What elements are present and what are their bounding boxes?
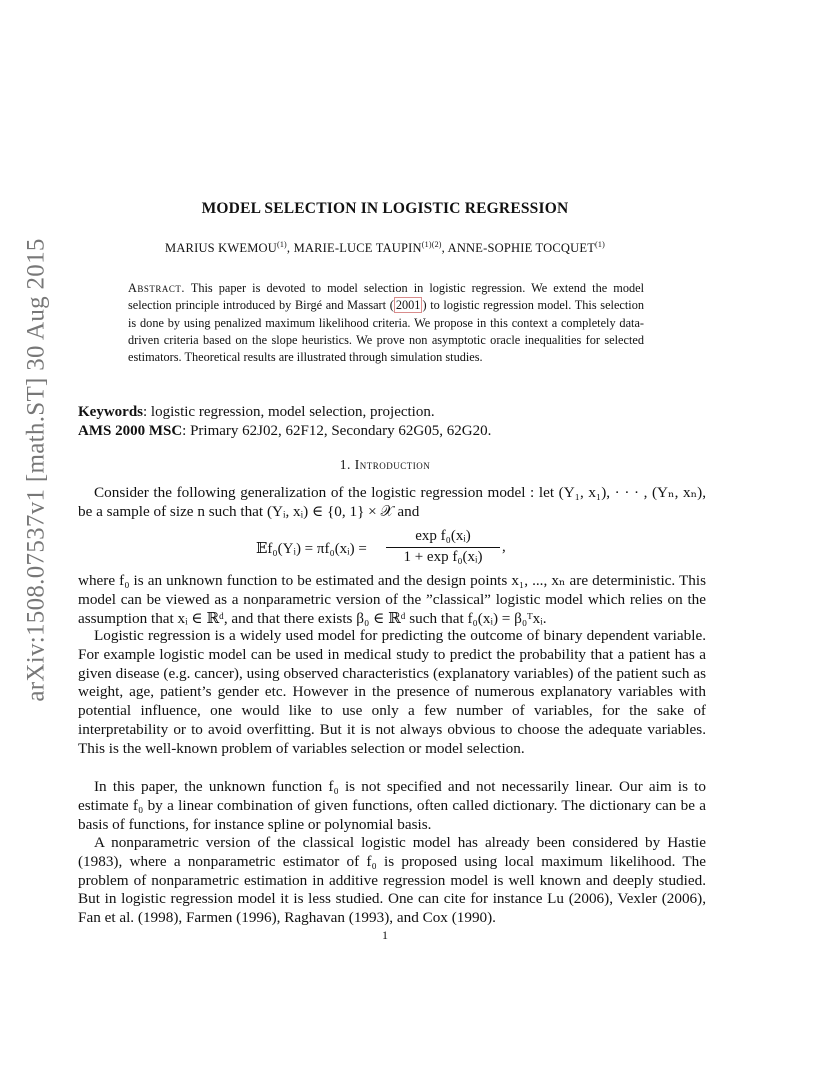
affiliation-mark-2: (1)(2) — [421, 240, 442, 249]
equation-lhs: 𝔼f₀(Yᵢ) = πf₀(xᵢ) = — [256, 541, 367, 557]
paper-title: MODEL SELECTION IN LOGISTIC REGRESSION — [201, 200, 569, 217]
author-list — [0, 240, 770, 256]
msc-label: AMS 2000 MSC — [78, 423, 183, 439]
msc-text: : Primary 62J02, 62F12, Secondary 62G05, 62G20. — [182, 423, 492, 439]
equation-numerator: exp f₀(xᵢ) — [386, 528, 500, 548]
logistic-equation — [256, 528, 516, 572]
author-3: , ANNE-SOPHIE TOCQUET — [441, 241, 596, 256]
affiliation-mark-1: (1) — [276, 240, 287, 249]
paragraph-3: Logistic regression is a widely used model for predicting the outcome of binary dependent variable. For example logistic model can be used in medical study to predict the probability that a patient has a given disease (e.g. cancer), using observed characteristics (explanatory variables) of the patient such as weight, age, patient’s gender etc. However in the presence of numerous explanatory variables with potential influence, one would like to use only a few number of variables, for the sake of interpretability or to avoid overfitting. But it is not always obvious to choose the adequate variables. This is the well-known problem of variables selection or model selection. — [78, 627, 706, 757]
abstract-text-1: This paper is devoted to model selection in logistic regression. We extend the model selection principle introduced by Birgé and Massart ( — [128, 281, 644, 313]
paragraph-1: Consider the following generalization of the logistic regression model : let (Y₁, x₁), · · · , (Yₙ, xₙ), be a sample of size n such that (Yᵢ, xᵢ) ∈ {0, 1} × 𝒳 and — [78, 484, 706, 520]
equation-denominator: 1 + exp f₀(xᵢ) — [403, 549, 483, 565]
arxiv-identifier: arXiv:1508.07537v1 [math.ST] 30 Aug 2015 — [23, 238, 51, 702]
section-heading: 1. Introduction — [339, 457, 431, 472]
equation-comma: , — [502, 539, 506, 555]
abstract-label: Abstract. — [128, 281, 185, 295]
equation-fraction — [386, 528, 500, 566]
keywords-block — [78, 403, 708, 441]
abstract — [128, 280, 644, 366]
paragraph-4: In this paper, the unknown function f₀ is not specified and not necessarily linear. Our aim is to estimate f₀ by a linear combination of given functions, often called dictionary. The dictionary can be a basis of functions, for instance spline or polynomial basis. — [78, 778, 706, 833]
citation-link[interactable]: 2001 — [395, 298, 421, 313]
author-1: MARIUS KWEMOU — [165, 241, 277, 256]
paragraph-2: where f₀ is an unknown function to be estimated and the design points x₁, ..., xₙ are deterministic. This model can be viewed as a nonparametric version of the ”classical” logistic model which relies on the assumption that xᵢ ∈ ℝᵈ, and that there exists β₀ ∈ ℝᵈ such that f₀(xᵢ) = β₀ᵀxᵢ. — [78, 572, 706, 627]
paragraph-5: A nonparametric version of the classical logistic model has already been considered by Hastie (1983), where a nonparametric estimator of f₀ is proposed using local maximum likelihood. The problem of nonparametric estimation in additive regression model is well known and deeply studied. But in logistic regression model it is less studied. One can cite for instance Lu (2006), Vexler (2006), Fan et al. (1998), Farmen (1996), Raghavan (1993), and Cox (1990). — [78, 834, 706, 927]
affiliation-mark-3: (1) — [595, 240, 605, 249]
author-2: , MARIE-LUCE TAUPIN — [286, 241, 422, 256]
abstract-text-2: ) to logistic regression model. This selection is done by using penalized maximum likelihood criteria. We propose in this context a completely data-driven criteria based on the slope heuristics. We prove non asymptotic oracle inequalities for selected estimators. Theoretical results are illustrated through simulation studies. — [128, 298, 644, 365]
page-number: 1 — [382, 928, 388, 942]
keywords-label: Keywords — [78, 404, 143, 420]
keywords-text: : logistic regression, model selection, projection. — [143, 404, 435, 420]
